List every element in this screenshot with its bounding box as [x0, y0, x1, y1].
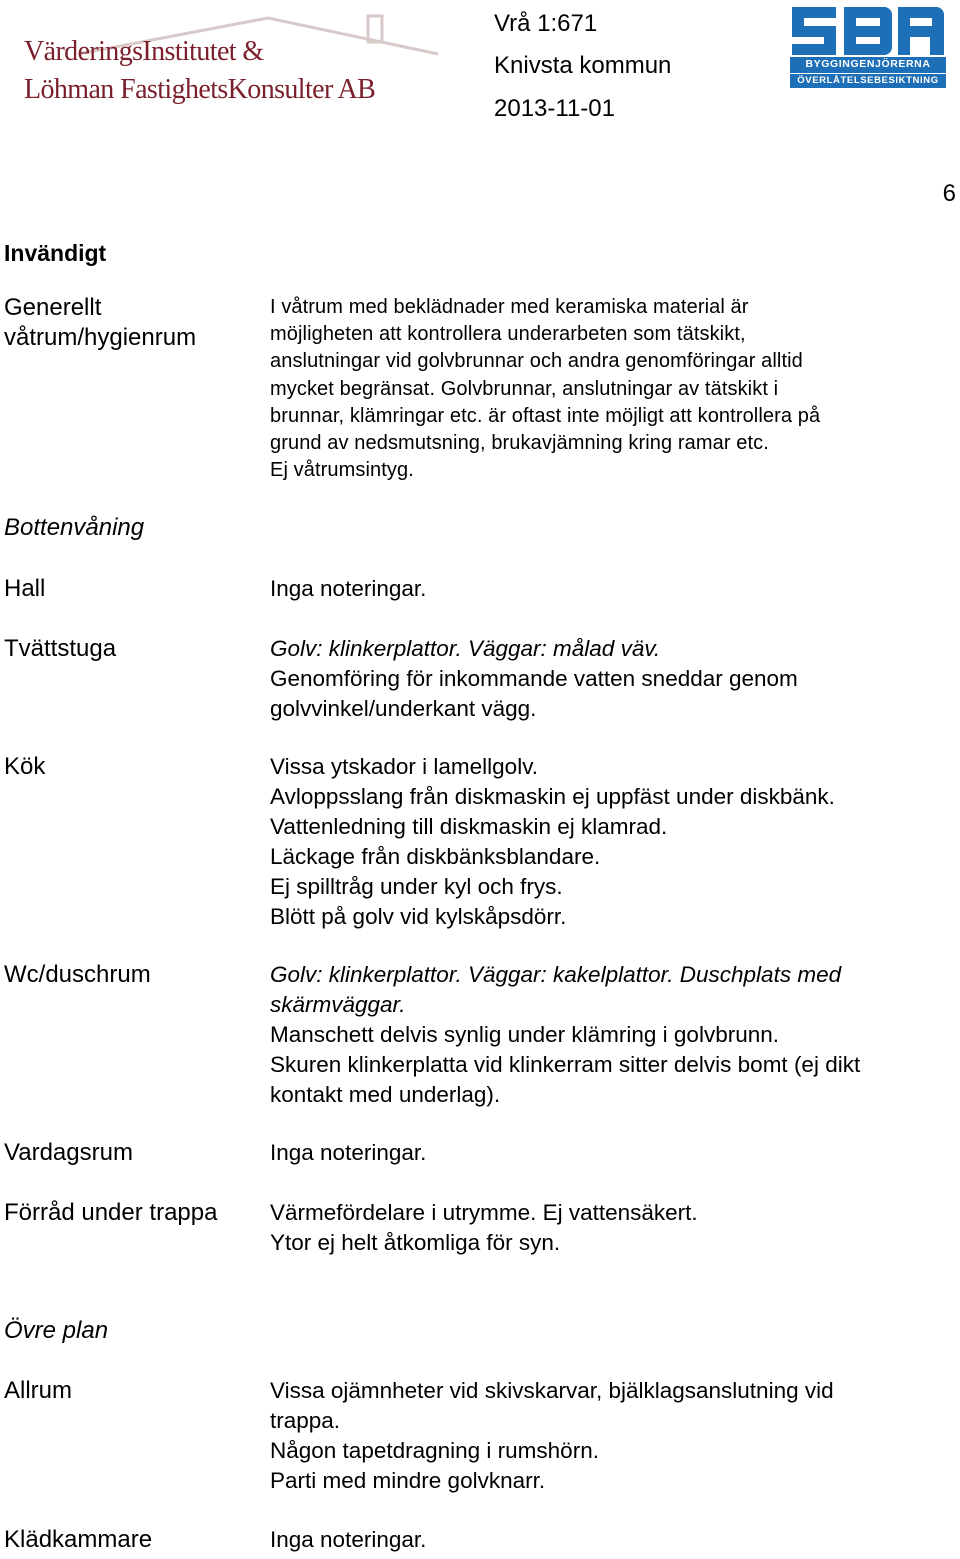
sbr-subtitle: ÖVERLÅTELSEBESIKTNING [790, 73, 946, 88]
room-notes [270, 1138, 956, 1168]
note-line: Inga noteringar. [270, 576, 427, 601]
room-notes [270, 1198, 956, 1258]
sbr-logo [790, 7, 946, 87]
room-notes [270, 1525, 956, 1555]
note-line: Golv: klinkerplattor. Väggar: målad väv. [270, 636, 661, 661]
sbr-name: BYGGINGENJÖRERNA [790, 57, 946, 73]
room-label: Klädkammare [4, 1526, 153, 1553]
note-line: Vissa ytskador i lamellgolv. [270, 754, 539, 779]
general-text-line: mycket begränsat. Golvbrunnar, anslutningar av tätskikt i [270, 377, 779, 400]
note-line: Avloppsslang från diskmaskin ej uppfäst under diskbänk. [270, 784, 835, 809]
note-line: Vissa ojämnheter vid skivskarvar, bjälklagsanslutning vid [270, 1378, 834, 1403]
note-line: Värmefördelare i utrymme. Ej vattensäkert. [270, 1200, 698, 1225]
note-line: kontakt med underlag). [270, 1082, 501, 1107]
room-notes [270, 634, 956, 724]
room-label: Vardagsrum [4, 1139, 133, 1166]
municipality: Knivsta kommun [494, 52, 672, 79]
note-line: skärmväggar. [270, 992, 406, 1017]
room-notes [270, 752, 956, 932]
note-line: golvvinkel/underkant vägg. [270, 696, 537, 721]
note-line: Inga noteringar. [270, 1140, 427, 1165]
section-heading: Bottenvåning [4, 514, 145, 541]
general-text-line: möjligheten att kontrollera underarbeten som tätskikt, [270, 323, 746, 346]
note-line: trappa. [270, 1408, 341, 1433]
room-label: Kök [4, 753, 46, 780]
room-label: Hall [4, 575, 46, 602]
room-label: Wc/duschrum [4, 961, 151, 988]
note-line: Inga noteringar. [270, 1527, 427, 1552]
general-label [4, 293, 196, 353]
page-title: Invändigt [4, 240, 107, 266]
section-heading: Övre plan [4, 1317, 109, 1344]
note-line: Ej spilltråg under kyl och frys. [270, 874, 563, 899]
general-text-line: Ej våtrumsintyg. [270, 459, 414, 482]
general-label-line: Generellt [4, 294, 102, 321]
note-line: Någon tapetdragning i rumshörn. [270, 1438, 599, 1463]
page-number: 6 [942, 180, 956, 207]
room-notes [270, 960, 956, 1110]
general-text-line: anslutningar vid golvbrunnar och andra genomföringar alltid [270, 350, 803, 373]
logo-line-2: Löhman FastighetsKonsulter AB [24, 74, 376, 105]
room-notes [270, 574, 956, 604]
note-line: Skuren klinkerplatta vid klinkerram sitter delvis bomt (ej dikt [270, 1052, 861, 1077]
general-text-line: brunnar, klämringar etc. är oftast inte möjligt att kontrollera på [270, 404, 821, 427]
note-line: Manschett delvis synlig under klämring i golvbrunn. [270, 1022, 779, 1047]
room-label: Allrum [4, 1377, 73, 1404]
general-label-line: våtrum/hygienrum [4, 324, 197, 351]
general-text-line: grund av nedsmutsning, brukavjämning kring ramar etc. [270, 432, 769, 455]
general-text [270, 294, 956, 484]
company-logo [18, 14, 456, 104]
note-line: Vattenledning till diskmaskin ej klamrad. [270, 814, 668, 839]
note-line: Parti med mindre golvknarr. [270, 1468, 546, 1493]
logo-line-1: VärderingsInstitutet & [24, 36, 264, 67]
room-notes [270, 1376, 956, 1496]
inspection-date: 2013-11-01 [494, 95, 615, 122]
note-line: Golv: klinkerplattor. Väggar: kakelplattor. Duschplats med [270, 962, 842, 987]
note-line: Ytor ej helt åtkomliga för syn. [270, 1230, 561, 1255]
room-label: Tvättstuga [4, 635, 117, 662]
note-line: Blött på golv vid kylskåpsdörr. [270, 904, 567, 929]
note-line: Genomföring för inkommande vatten sneddar genom [270, 666, 798, 691]
property-reference: Vrå 1:671 [494, 10, 598, 37]
note-line: Läckage från diskbänksblandare. [270, 844, 601, 869]
room-label: Förråd under trappa [4, 1199, 218, 1226]
general-text-line: I våtrum med beklädnader med keramiska material är [270, 296, 749, 318]
